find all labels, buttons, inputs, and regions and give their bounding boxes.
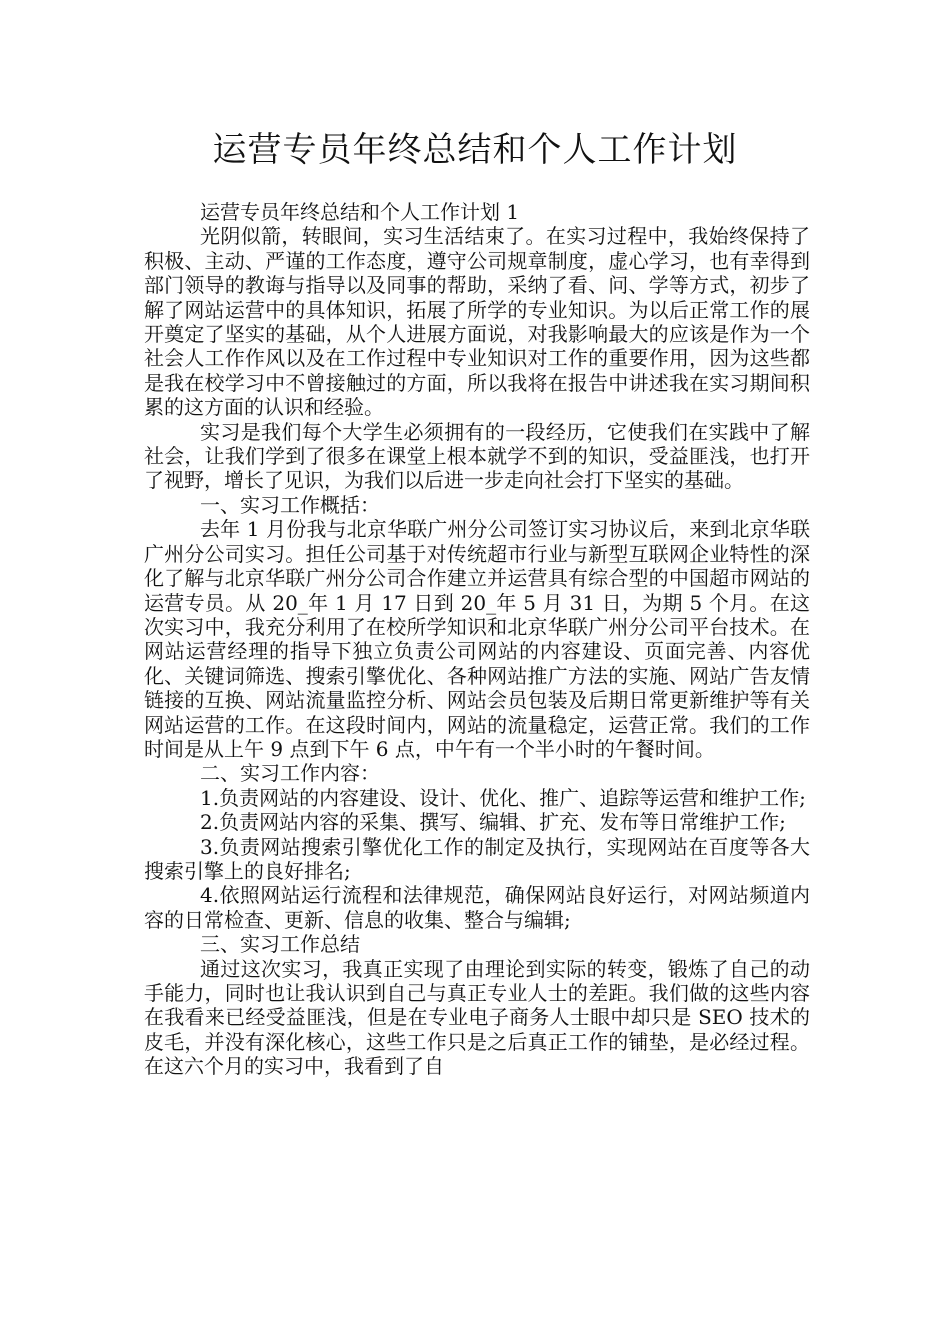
section-heading-overview: 一、实习工作概括：	[200, 492, 380, 517]
list-item-4: 4.依照网站运行流程和法律规范，确保网站良好运行，对网站频道内容的日常检查、更新、信息的收集、整合与编辑;	[144, 883, 810, 932]
paragraph-internship-meaning: 实习是我们每个大学生必须拥有的一段经历，它使我们在实践中了解社会，让我们学到了很多在课堂上根本就学不到的知识，受益匪浅，也打开了视野，增长了见识，为我们以后进一步走向社会打下坚实的基础。	[144, 419, 810, 493]
document-title: 运营专员年终总结和个人工作计划	[212, 130, 738, 170]
paragraph-subtitle: 运营专员年终总结和个人工作计划 1	[200, 200, 520, 224]
paragraph-overview: 去年 1 月份我与北京华联广州分公司签订实习协议后，来到北京华联广州分公司实习。担任公司基于对传统超市行业与新型互联网企业特性的深化了解与北京华联广州分公司合作建立并运营具有综合型的中国超市网站的运营专员。从 20_年 1 月 17 日到 20_年 5 月 31 日，为期 5 个月。在这次实习中，我充分利用了在校所学知识和北京华联广州分公司平台技术。在网站运营经理的指导下独立负责公司网站的内容建设、页面完善、内容优化、关键词筛选、搜索引擎优化、各种网站推广方法的实施、网站广告友情链接的互换、网站流量监控分析、网站会员包装及后期日常更新维护等有关网站运营的工作。在这段时间内，网站的流量稳定，运营正常。我们的工作时间是从上午 9 点到下午 6 点，中午有一个半小时的午餐时间。	[144, 517, 810, 761]
section-heading-summary: 三、实习工作总结	[200, 932, 360, 957]
paragraph-summary: 通过这次实习，我真正实现了由理论到实际的转变，锻炼了自己的动手能力，同时也让我认识到自己与真正专业人士的差距。我们做的这些内容在我看来已经受益匪浅，但是在专业电子商务人士眼中却只是 SEO 技术的皮毛，并没有深化核心，这些工作只是之后真正工作的铺垫，是必经过程。在这六个月的实习中，我看到了自	[144, 956, 810, 1079]
list-item-1: 1.负责网站的内容建设、设计、优化、推广、追踪等运营和维护工作;	[200, 785, 806, 810]
paragraph-intro: 光阴似箭，转眼间，实习生活结束了。在实习过程中，我始终保持了积极、主动、严谨的工作态度，遵守公司规章制度，虚心学习，也有幸得到部门领导的教诲与指导以及同事的帮助，采纳了看、问、学等方式，初步了解了网站运营中的具体知识，拓展了所学的专业知识。为以后正常工作的展开奠定了坚实的基础，从个人进展方面说，对我影响最大的应该是作为一个社会人工作作风以及在工作过程中专业知识对工作的重要作用，因为这些都是我在校学习中不曾接触过的方面，所以我将在报告中讲述我在实习期间积累的这方面的认识和经验。	[144, 224, 810, 420]
section-heading-content: 二、实习工作内容：	[200, 761, 380, 786]
list-item-2: 2.负责网站内容的采集、撰写、编辑、扩充、发布等日常维护工作;	[200, 810, 786, 835]
document-body	[144, 200, 810, 1079]
list-item-3: 3.负责网站搜索引擎优化工作的制定及执行，实现网站在百度等各大搜索引擎上的良好排名;	[144, 834, 810, 883]
